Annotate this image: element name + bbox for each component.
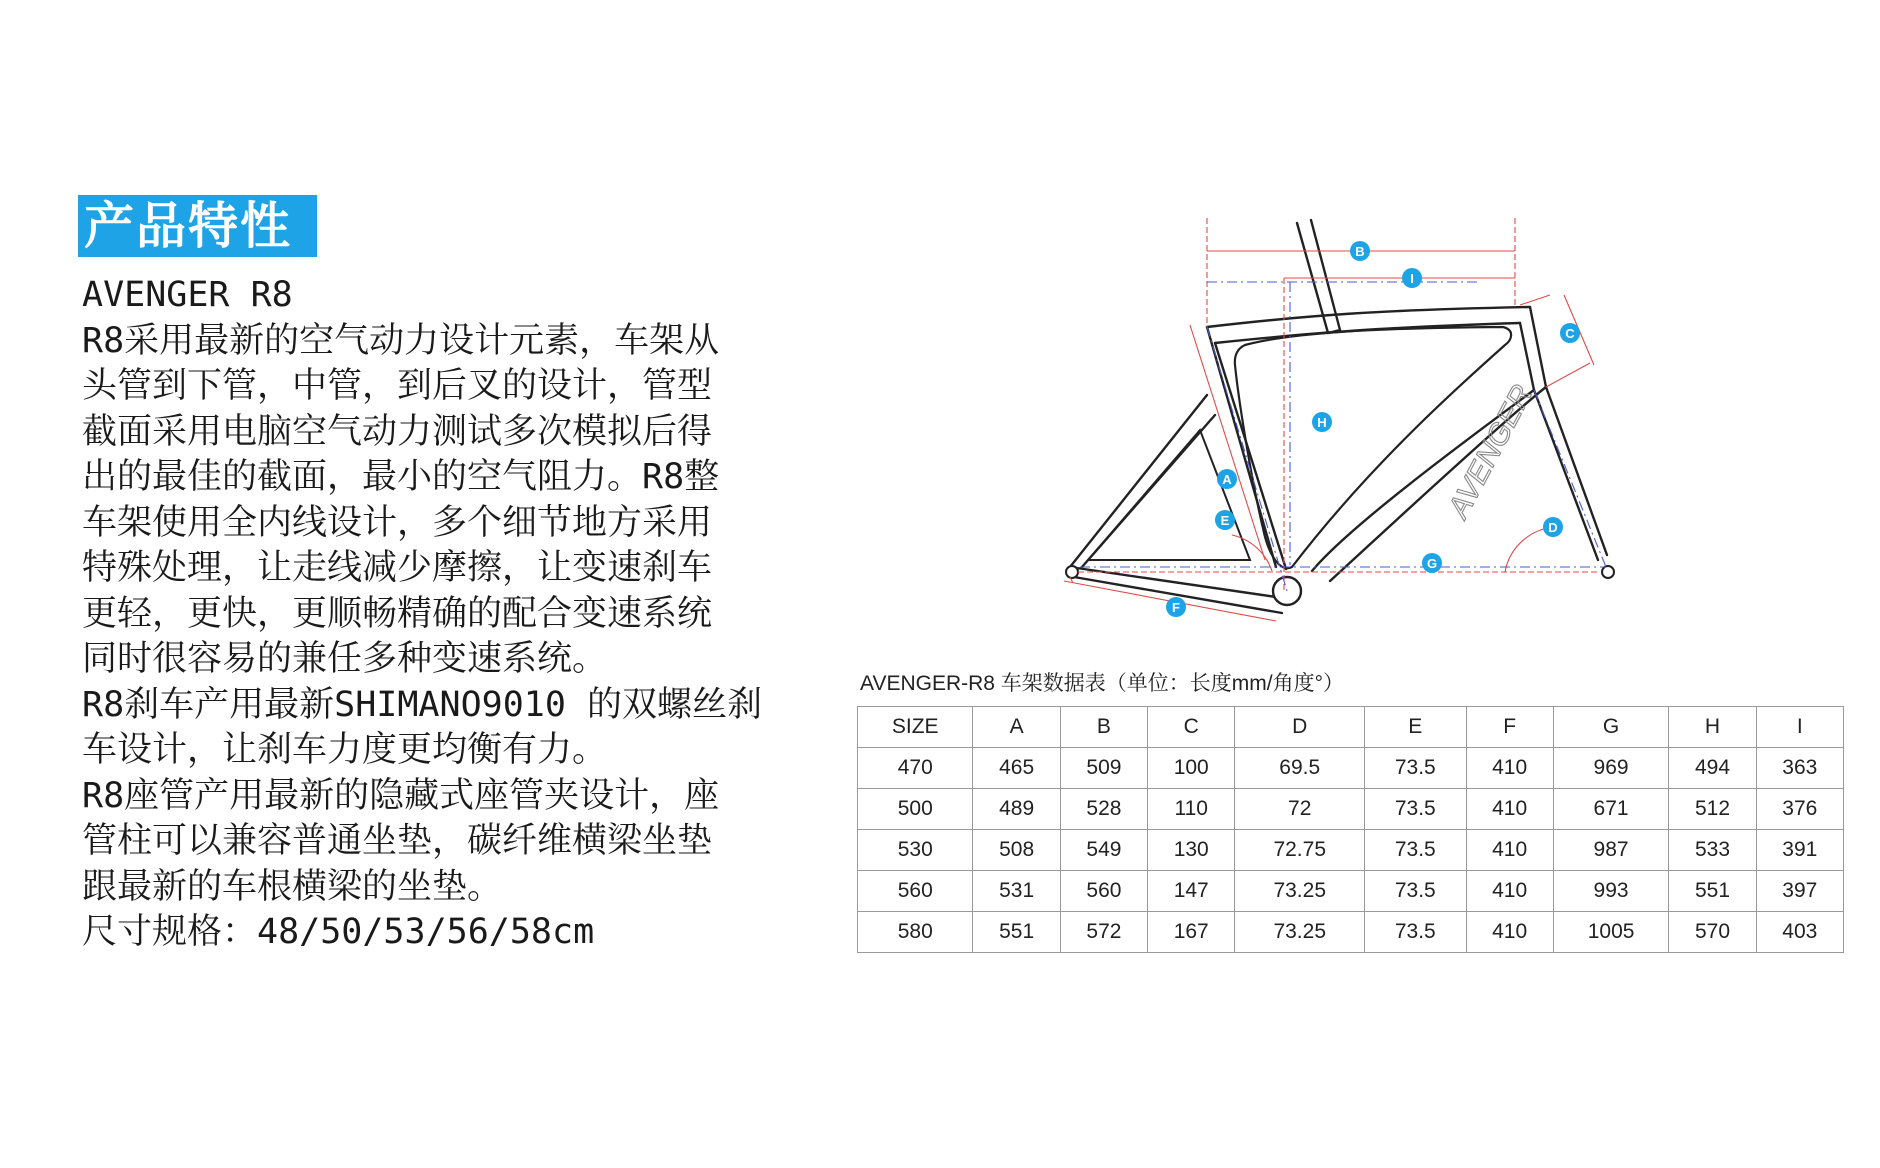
label-e-marker	[1215, 510, 1235, 530]
svg-text:F: F	[1172, 600, 1180, 615]
rear-dropout	[1066, 566, 1078, 578]
column-header: E	[1365, 707, 1466, 748]
table-cell: 549	[1060, 830, 1147, 871]
geometry-table	[857, 706, 1844, 953]
table-cell: 410	[1466, 748, 1553, 789]
description-line: 出的最佳的截面，最小的空气阻力。R8整	[82, 457, 720, 497]
label-h-marker	[1312, 412, 1332, 432]
table-cell: 167	[1148, 912, 1235, 953]
table-cell: 500	[858, 789, 973, 830]
table-cell: 531	[973, 871, 1060, 912]
table-cell: 73.5	[1365, 912, 1466, 953]
svg-text:G: G	[1426, 556, 1438, 571]
column-header: F	[1466, 707, 1553, 748]
table-row	[858, 789, 1844, 830]
description-line: 更轻，更快，更顺畅精确的配合变速系统	[82, 593, 713, 634]
table-row	[858, 830, 1844, 871]
description-line: 同时很容易的兼任多种变速系统。	[82, 639, 608, 679]
table-cell: 130	[1148, 830, 1235, 871]
svg-text:I: I	[1410, 271, 1414, 286]
description-line: R8座管产用最新的隐藏式座管夹设计，座	[82, 775, 720, 816]
front-dropout	[1602, 566, 1614, 578]
table-cell: 465	[973, 748, 1060, 789]
table-title: AVENGER-R8 车架数据表（单位：长度mm/角度°）	[860, 672, 1345, 695]
table-cell: 570	[1669, 912, 1756, 953]
label-g-marker	[1422, 553, 1442, 573]
column-header: G	[1553, 707, 1669, 748]
label-f-marker	[1166, 597, 1186, 617]
description-line: AVENGER R8	[82, 275, 293, 315]
table-row	[858, 748, 1844, 789]
table-cell: 72.75	[1235, 830, 1365, 871]
table-cell: 1005	[1553, 912, 1669, 953]
description-line: 管柱可以兼容普通坐垫，碳纤维横梁坐垫	[82, 821, 713, 861]
table-cell: 69.5	[1235, 748, 1365, 789]
table-cell: 671	[1553, 789, 1669, 830]
description-line: R8采用最新的空气动力设计元素，车架从	[82, 320, 720, 361]
table-cell: 512	[1669, 789, 1756, 830]
table-cell: 508	[973, 830, 1060, 871]
table-cell: 147	[1148, 871, 1235, 912]
description-line: 特殊处理，让走线减少摩擦，让变速刹车	[82, 548, 713, 588]
description-line: 跟最新的车根横梁的坐垫。	[82, 866, 503, 907]
frame-logo: AVENGER	[1442, 379, 1540, 524]
description-line: 尺寸规格：48/50/53/56/58cm	[82, 912, 595, 952]
table-cell: 969	[1553, 748, 1669, 789]
table-cell: 403	[1756, 912, 1843, 953]
product-description	[82, 273, 782, 956]
label-a-marker	[1217, 469, 1237, 489]
section-heading: 产品特性	[78, 195, 317, 257]
table-cell: 551	[973, 912, 1060, 953]
table-cell: 363	[1756, 748, 1843, 789]
table-cell: 410	[1466, 830, 1553, 871]
table-cell: 73.5	[1365, 789, 1466, 830]
label-i-marker	[1402, 268, 1422, 288]
rear-triangle-window	[1088, 430, 1250, 560]
column-header: I	[1756, 707, 1843, 748]
svg-text:H: H	[1317, 415, 1327, 430]
column-header: A	[973, 707, 1060, 748]
description-line: R8刹车产用最新SHIMANO9010 的双螺丝刹	[82, 684, 763, 725]
table-cell: 73.5	[1365, 748, 1466, 789]
frame-geometry-diagram	[1050, 215, 1670, 660]
table-cell: 110	[1148, 789, 1235, 830]
table-row	[858, 871, 1844, 912]
table-cell: 391	[1756, 830, 1843, 871]
table-cell: 509	[1060, 748, 1147, 789]
svg-text:C: C	[1565, 326, 1575, 341]
table-cell: 530	[858, 830, 973, 871]
table-cell: 73.5	[1365, 871, 1466, 912]
table-cell: 572	[1060, 912, 1147, 953]
table-row	[858, 912, 1844, 953]
table-cell: 560	[1060, 871, 1147, 912]
table-cell: 993	[1553, 871, 1669, 912]
column-header: C	[1148, 707, 1235, 748]
description-line: 截面采用电脑空气动力测试多次模拟后得	[82, 411, 713, 452]
table-cell: 72	[1235, 789, 1365, 830]
table-cell: 73.25	[1235, 912, 1365, 953]
svg-text:D: D	[1548, 520, 1558, 535]
table-cell: 489	[973, 789, 1060, 830]
column-header: SIZE	[858, 707, 973, 748]
table-cell: 100	[1148, 748, 1235, 789]
svg-text:E: E	[1220, 513, 1230, 528]
svg-text:A: A	[1222, 472, 1232, 487]
column-header: H	[1669, 707, 1756, 748]
description-line: 车架使用全内线设计，多个细节地方采用	[82, 502, 713, 543]
table-cell: 410	[1466, 789, 1553, 830]
table-cell: 410	[1466, 912, 1553, 953]
table-cell: 560	[858, 871, 973, 912]
column-header: B	[1060, 707, 1147, 748]
table-cell: 580	[858, 912, 973, 953]
table-cell: 533	[1669, 830, 1756, 871]
svg-text:B: B	[1355, 244, 1365, 259]
label-b-marker	[1350, 241, 1370, 261]
table-cell: 494	[1669, 748, 1756, 789]
description-line: 车设计，让刹车力度更均衡有力。	[82, 730, 608, 770]
table-cell: 397	[1756, 871, 1843, 912]
table-cell: 528	[1060, 789, 1147, 830]
center-lines	[1080, 282, 1606, 591]
table-cell: 73.25	[1235, 871, 1365, 912]
table-cell: 73.5	[1365, 830, 1466, 871]
front-triangle-window	[1235, 327, 1511, 568]
table-cell: 376	[1756, 789, 1843, 830]
table-header-row	[858, 707, 1844, 748]
label-d-marker	[1543, 517, 1563, 537]
label-c-marker	[1560, 323, 1580, 343]
table-cell: 470	[858, 748, 973, 789]
description-line: 头管到下管，中管，到后叉的设计，管型	[82, 366, 713, 406]
table-cell: 410	[1466, 871, 1553, 912]
table-cell: 987	[1553, 830, 1669, 871]
table-cell: 551	[1669, 871, 1756, 912]
column-header: D	[1235, 707, 1365, 748]
